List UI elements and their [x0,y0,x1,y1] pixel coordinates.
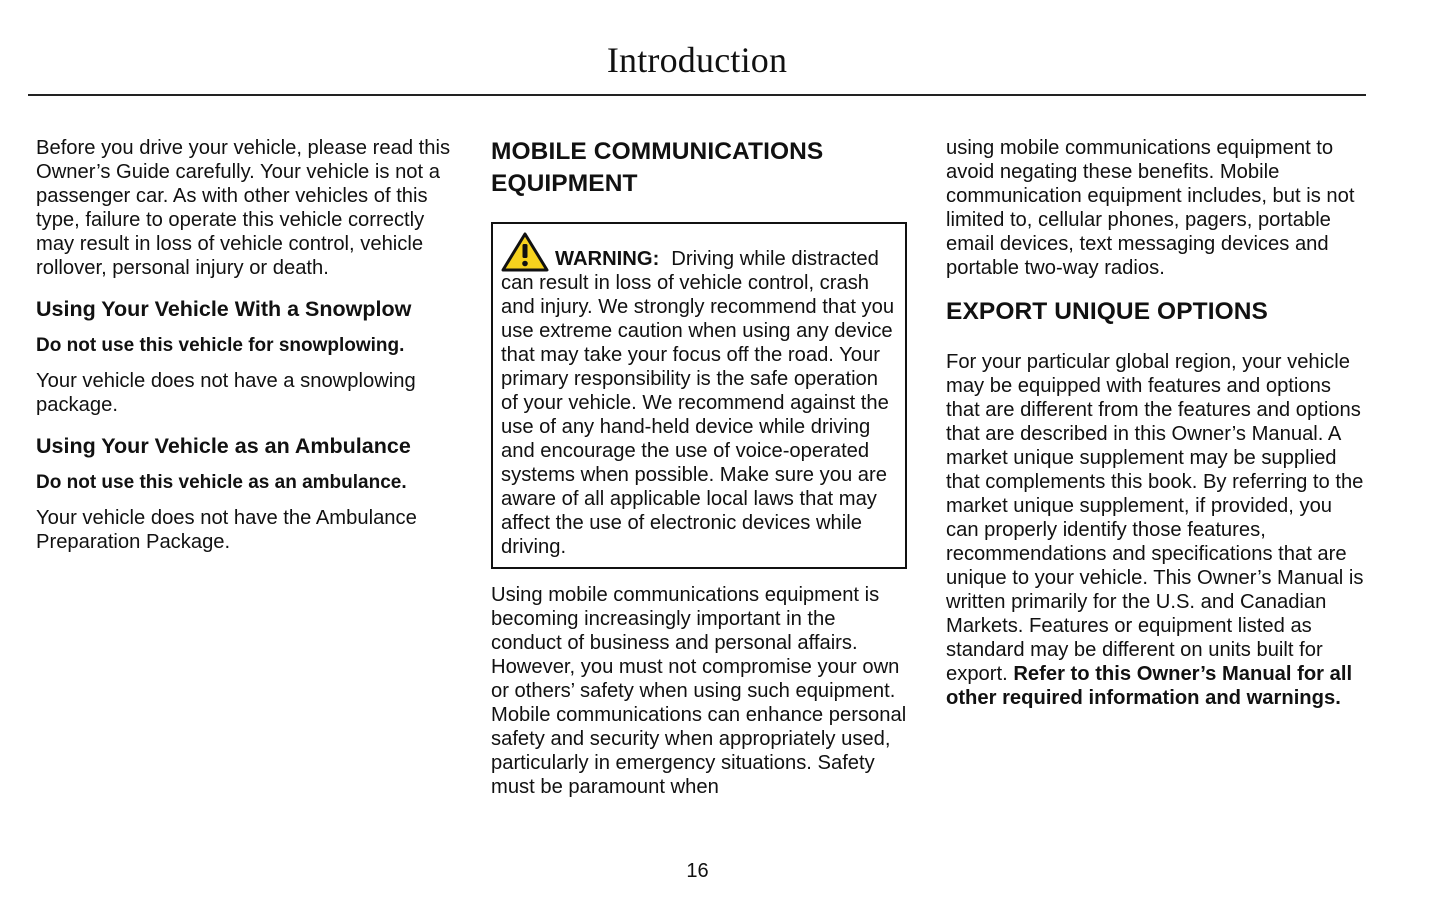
snowplow-warning-line: Do not use this vehicle for snowplowing. [36,335,405,356]
snowplow-paragraph: Your vehicle does not have a snowplowing package. [36,370,416,416]
warning-text-first: Driving while distracted [671,248,879,270]
page-header [28,34,1366,96]
export-options-bold-tail: Refer to this Owner’s Manual for all other required information and warnings. [946,663,1353,709]
ambulance-heading: Using Your Vehicle as an Ambulance [36,434,411,458]
column-middle [491,136,907,799]
mobile-communications-paragraph: Using mobile communications equipment is becoming increasingly important in the conduct of business and personal affairs. However, you must not compromise your own or others’ safety when using such equipment. Mobile communications can enhance personal safety and security when appropriately used, particularly in emergency situations. Safety must be paramount when [491,584,907,798]
warning-text: can result in loss of vehicle control, crash and injury. We strongly recommend that you use extreme caution when using any device that may take your focus off the road. Your primary responsibility is the safe operation of your vehicle. We recommend against the use of any hand-held device while driving and encourage the use of voice-operated systems when possible. Make sure you are aware of all applicable local laws that may affect the use of electronic devices while driving. [501,272,895,558]
export-options-paragraph [946,350,1366,710]
page-title: Introduction [606,40,788,80]
intro-paragraph: Before you drive your vehicle, please read this Owner’s Guide carefully. Your vehicle is not a passenger car. As with other vehicles of this type, failure to operate this vehicle correctly may result in loss of vehicle control, vehicle rollover, personal injury or death. [36,137,451,279]
mobile-communications-title: MOBILE COMMUNICATIONS EQUIPMENT [491,138,824,197]
column-left [36,136,456,570]
warning-label: WARNING: [555,248,660,270]
page-number: 16 [686,860,709,882]
ambulance-warning-line: Do not use this vehicle as an ambulance. [36,472,407,493]
mobile-continued-paragraph: using mobile communications equipment to avoid negating these benefits. Mobile communication equipment includes, but is not limited to, cellular phones, pagers, portable email devices, text messaging devices and portable two-way radios. [946,137,1355,279]
warning-box [491,222,907,569]
warning-first-line [501,232,897,271]
ambulance-paragraph: Your vehicle does not have the Ambulance Preparation Package. [36,507,417,553]
snowplow-heading: Using Your Vehicle With a Snowplow [36,297,412,321]
column-right [946,136,1366,710]
export-options-title: EXPORT UNIQUE OPTIONS [946,298,1268,325]
export-options-text: For your particular global region, your vehicle may be equipped with features and options that are different from the features and options that are described in this Owner’s Manual. A market unique supplement may be supplied that complements this book. By referring to the market unique supplement, if provided, you can properly identify those features, recommendations and specifications that are unique to your vehicle. This Owner’s Manual is written primarily for the U.S. and Canadian Markets. Features or equipment listed as standard may be different on units built for export. [946,351,1364,685]
warning-triangle-icon [501,232,549,272]
